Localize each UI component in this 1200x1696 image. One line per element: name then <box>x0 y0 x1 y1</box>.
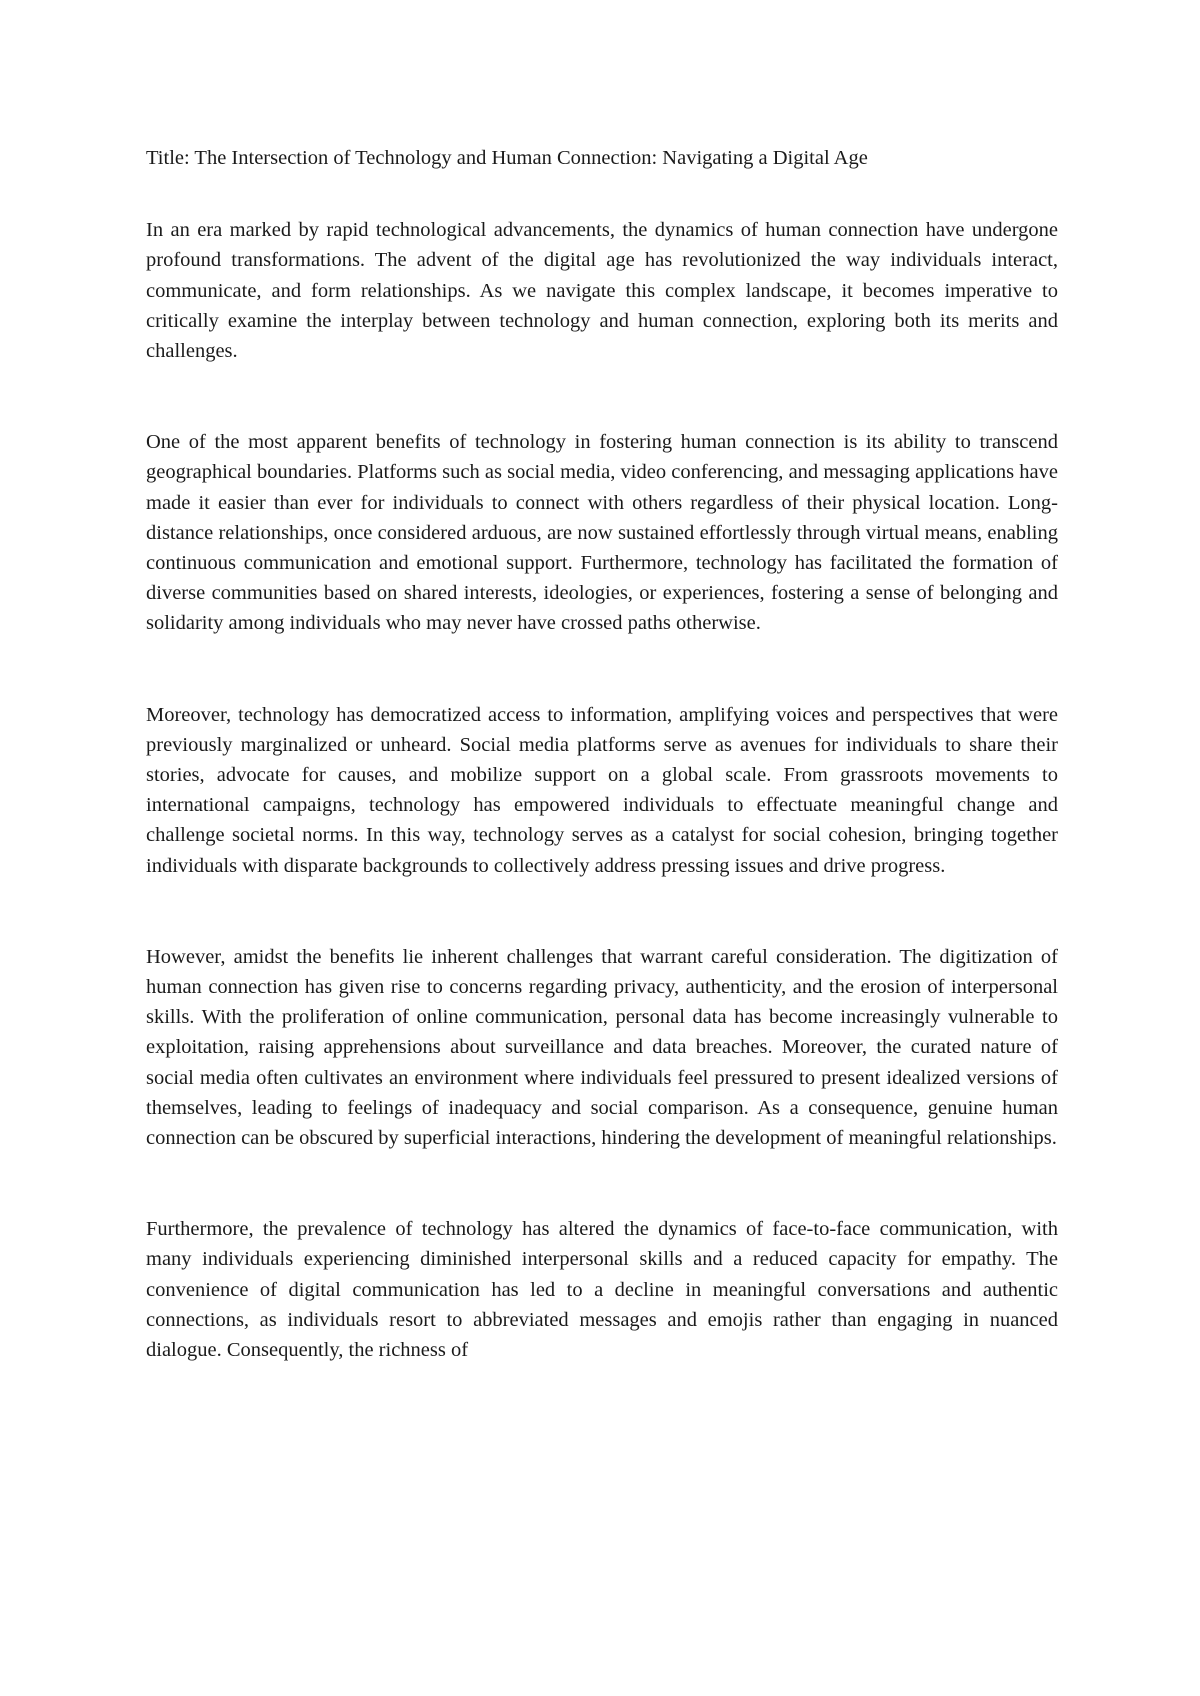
paragraph-democratized-access: Moreover, technology has democratized access to information, amplifying voices and perspectives that were previously marginalized or unheard. Social media platforms serve as avenues for individuals to share their stories, advocate for causes, and mobilize support on a global scale. From grassroots movements to international campaigns, technology has empowered individuals to effectuate meaningful change and challenge societal norms. In this way, technology serves as a catalyst for social cohesion, bringing together individuals with disparate backgrounds to collectively address pressing issues and drive progress. <box>146 703 1058 877</box>
paragraph-challenges: However, amidst the benefits lie inherent challenges that warrant careful consideration. The digitization of human connection has given rise to concerns regarding privacy, authenticity, and the erosion of interpersonal skills. With the proliferation of online communication, personal data has become increasingly vulnerable to exploitation, raising apprehensions about surveillance and data breaches. Moreover, the curated nature of social media often cultivates an environment where individuals feel pressured to present idealized versions of themselves, leading to feelings of inadequacy and social comparison. As a consequence, genuine human connection can be obscured by superficial interactions, hindering the development of meaningful relationships. <box>146 945 1058 1150</box>
document-title: Title: The Intersection of Technology and Human Connection: Navigating a Digital Age <box>146 147 868 169</box>
paragraph-geographical-boundaries: One of the most apparent benefits of technology in fostering human connection is its ability to transcend geographical boundaries. Platforms such as social media, video conferencing, and messaging applications have made it easier than ever for individuals to connect with others regardless of their physical location. Long-distance relationships, once considered arduous, are now sustained effortlessly through virtual means, enabling continuous communication and emotional support. Furthermore, technology has facilitated the formation of diverse communities based on shared interests, ideologies, or experiences, fostering a sense of belonging and solidarity among individuals who may never have crossed paths otherwise. <box>146 431 1058 635</box>
paragraph-intro: In an era marked by rapid technological advancements, the dynamics of human connection have undergone profound transformations. The advent of the digital age has revolutionized the way individuals interact, communicate, and form relationships. As we navigate this complex landscape, it becomes imperative to critically examine the interplay between technology and human connection, exploring both its merits and challenges. <box>146 219 1058 363</box>
document-body <box>146 143 1058 1426</box>
paragraph-face-to-face: Furthermore, the prevalence of technology has altered the dynamics of face-to-face communication, with many individuals experiencing diminished interpersonal skills and a reduced capacity for empathy. The convenience of digital communication has led to a decline in meaningful conversations and authentic connections, as individuals resort to abbreviated messages and emojis rather than engaging in nuanced dialogue. Consequently, the richness of <box>146 1218 1058 1362</box>
